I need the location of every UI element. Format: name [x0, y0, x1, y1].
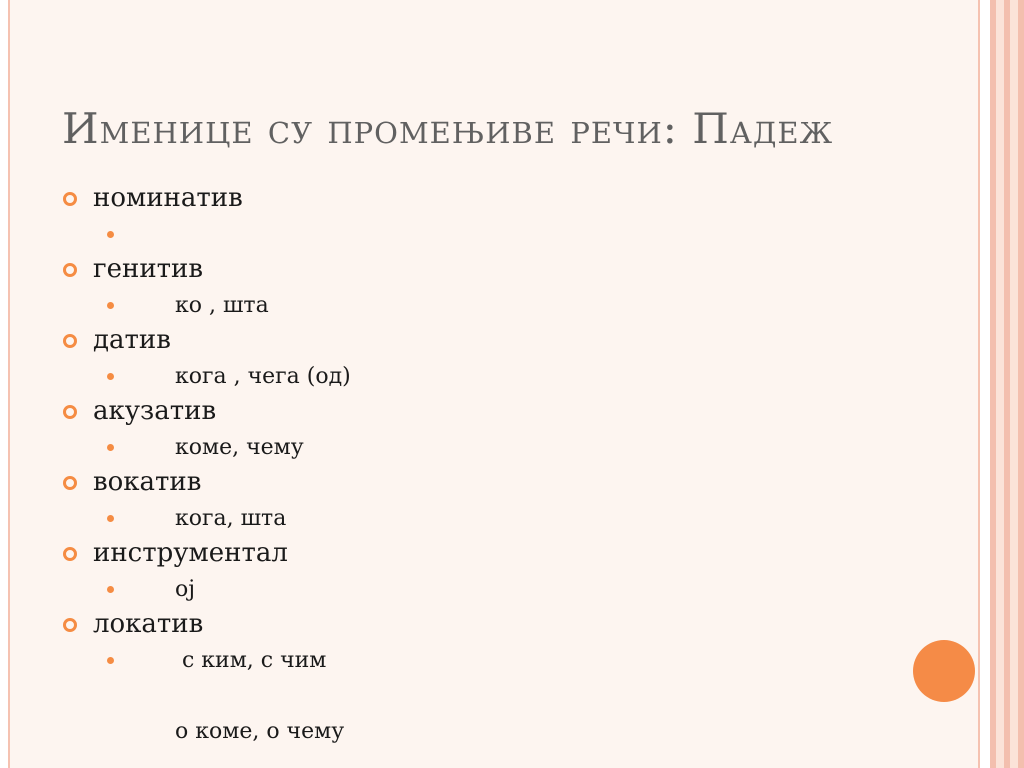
ring-bullet-icon	[63, 263, 77, 277]
case-name: генитив	[93, 254, 204, 284]
orange-circle-decoration	[913, 640, 975, 702]
case-example-text: с ким, с чим	[174, 648, 327, 673]
case-item-genitive	[62, 252, 902, 287]
case-name: акузатив	[93, 396, 217, 426]
case-name: номинатив	[93, 183, 243, 213]
case-name: датив	[93, 325, 171, 355]
case-name: инструментал	[93, 538, 288, 568]
ring-bullet-icon	[63, 547, 77, 561]
case-example-text: кога, шта	[174, 506, 287, 531]
case-item-nominative	[62, 181, 902, 216]
case-name: локатив	[93, 609, 204, 639]
case-list	[62, 181, 902, 744]
case-item-instrumental	[62, 536, 902, 571]
case-name: вокатив	[93, 467, 202, 497]
case-item-dative	[62, 323, 902, 358]
dot-bullet-icon	[107, 444, 114, 451]
case-item-locative	[62, 607, 902, 642]
case-example-text: кога , чега (од)	[174, 364, 351, 389]
decorative-stripe	[1018, 0, 1024, 768]
dot-bullet-icon	[107, 231, 114, 238]
dot-bullet-icon	[107, 657, 114, 664]
case-item-accusative	[62, 394, 902, 429]
decorative-stripe	[1010, 0, 1018, 768]
ring-bullet-icon	[63, 192, 77, 206]
case-item-vocative	[62, 465, 902, 500]
ring-bullet-icon	[63, 618, 77, 632]
case-example-text: о коме, о чему	[174, 719, 345, 744]
case-example	[62, 642, 902, 744]
case-example-text: ко , шта	[174, 293, 269, 318]
decorative-stripe	[996, 0, 1004, 768]
dot-bullet-icon	[107, 302, 114, 309]
case-example-text: ој	[174, 577, 196, 602]
ring-bullet-icon	[63, 334, 77, 348]
dot-bullet-icon	[107, 586, 114, 593]
ring-bullet-icon	[63, 476, 77, 490]
case-example-text: коме, чему	[174, 435, 304, 460]
ring-bullet-icon	[63, 405, 77, 419]
dot-bullet-icon	[107, 515, 114, 522]
dot-bullet-icon	[107, 373, 114, 380]
slide-title: Именице су промењиве речи: Падеж	[62, 104, 834, 153]
